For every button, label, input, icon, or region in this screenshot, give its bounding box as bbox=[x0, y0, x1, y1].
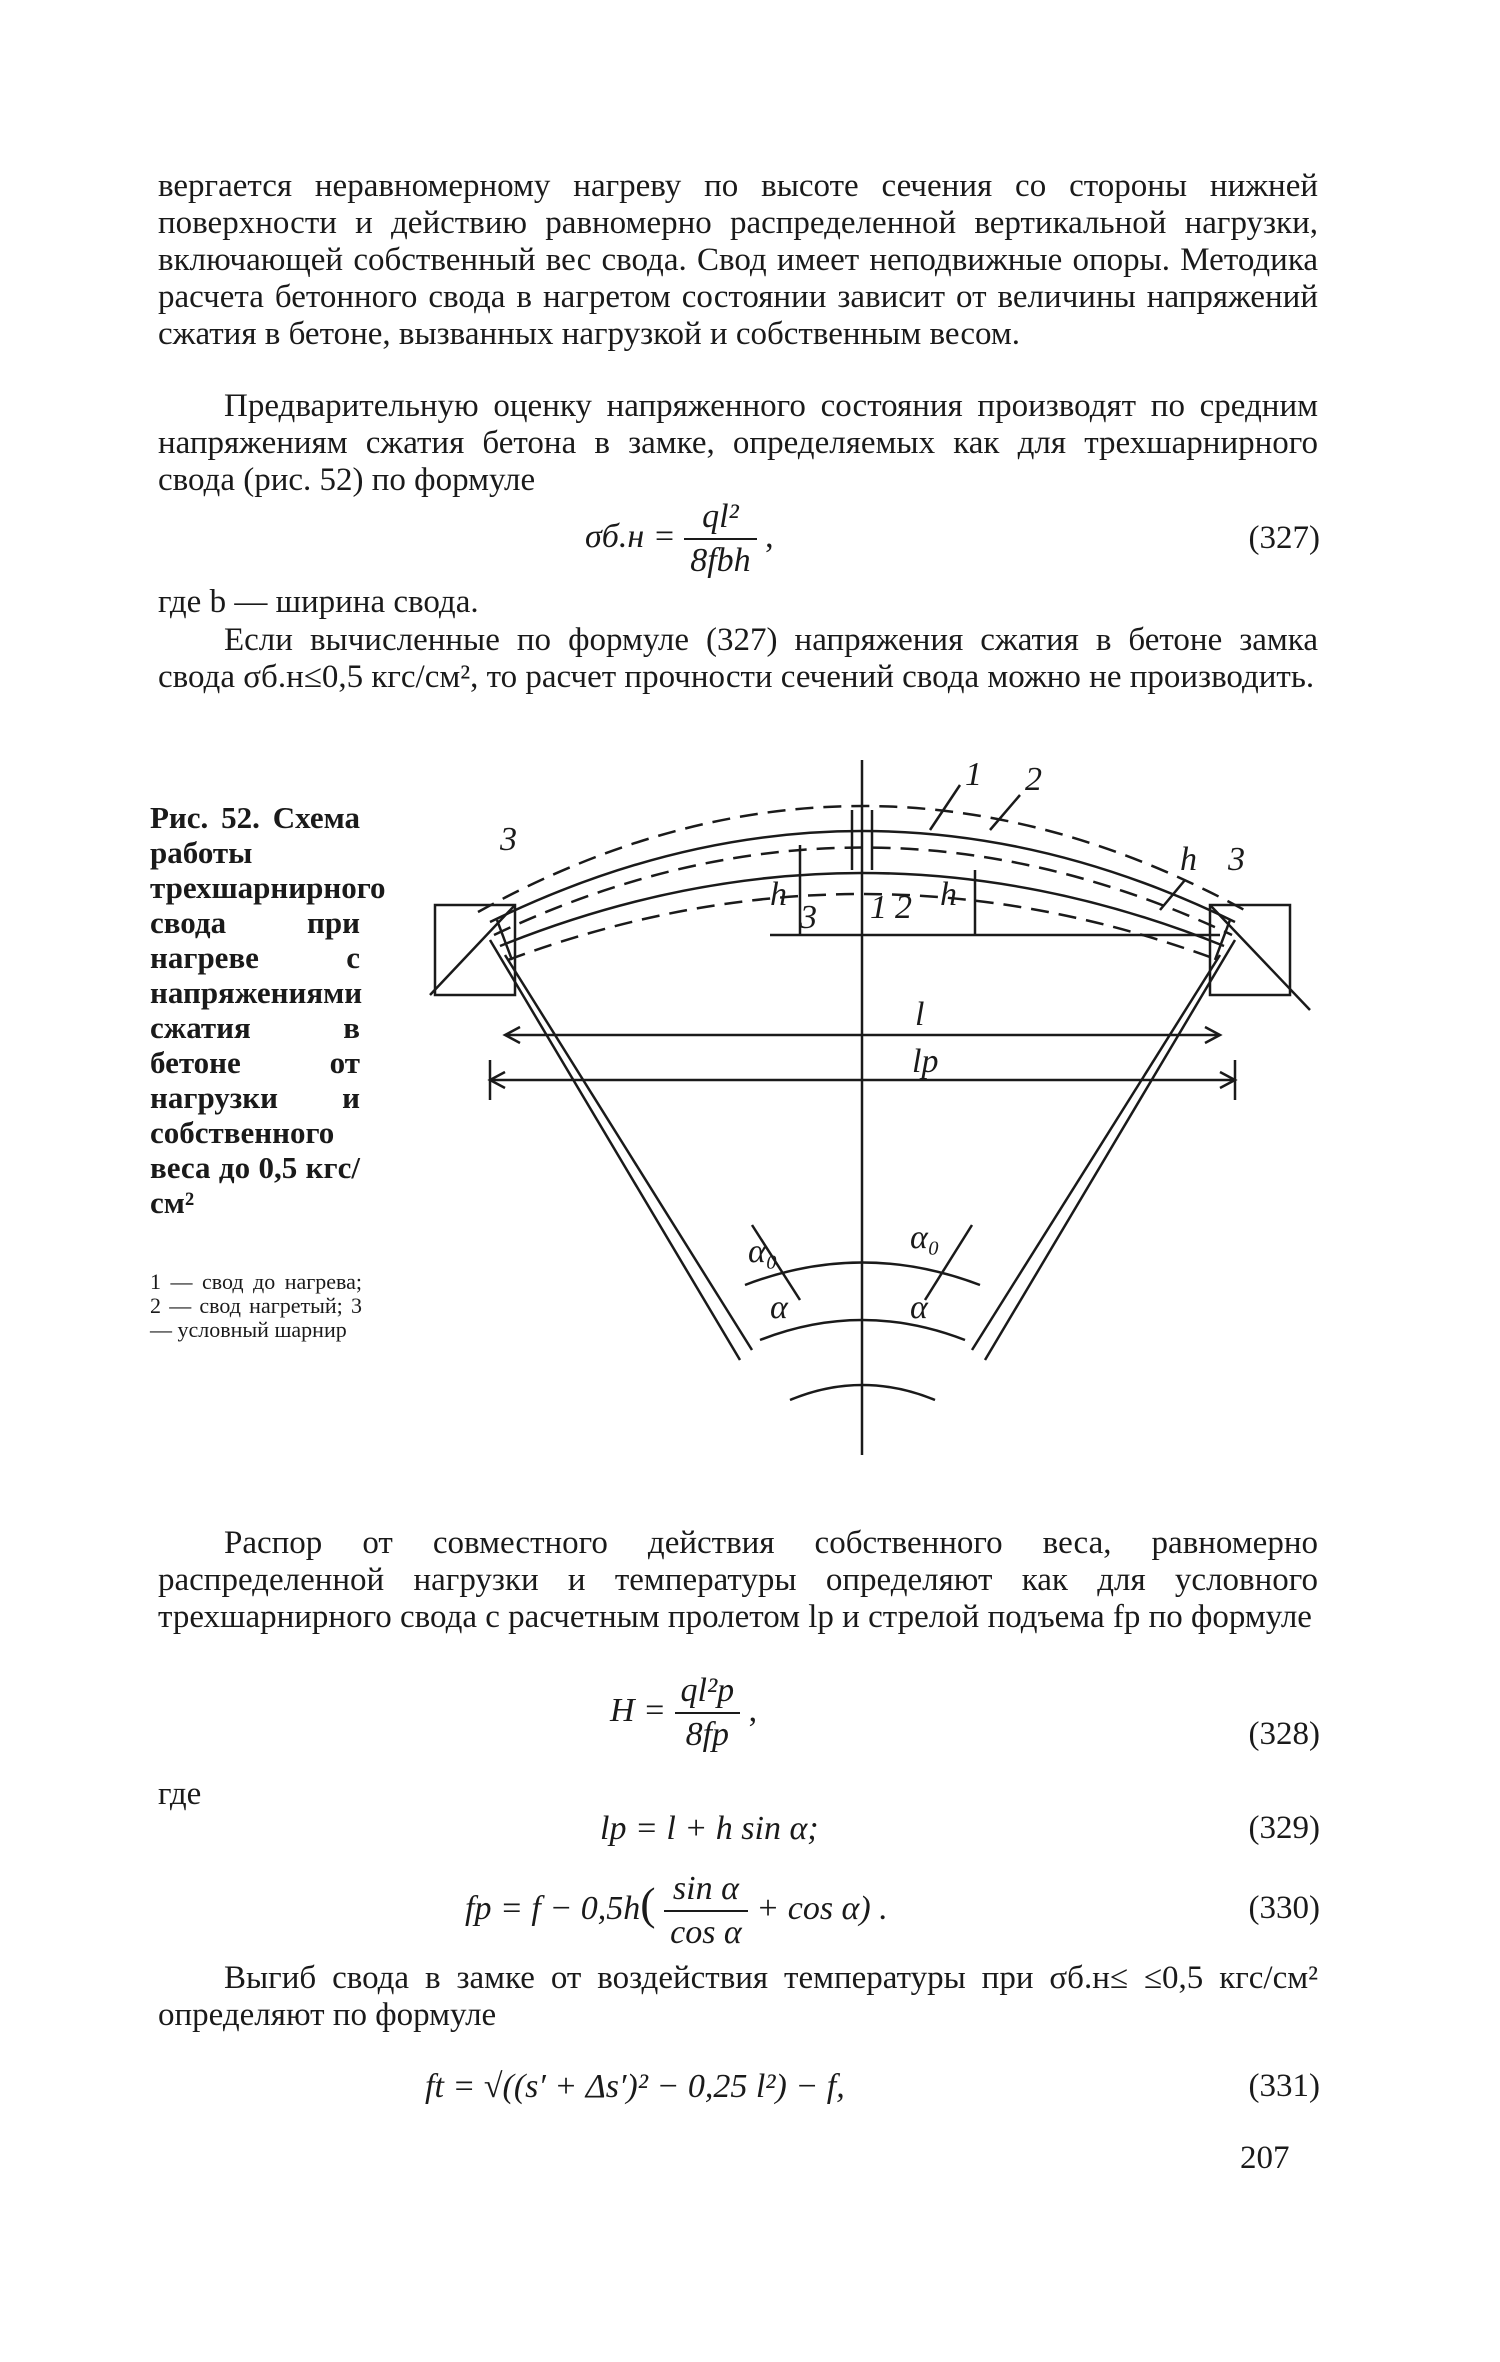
ray-right-1 bbox=[972, 955, 1220, 1350]
equation-328-lhs: H = bbox=[610, 1691, 666, 1729]
label-span-l: l bbox=[915, 996, 925, 1033]
paragraph-2: Предварительную оценку напряженного состояния производят по средним напряжениям сжатия бетона в замке, определяемых как для трехшарнирного свода (рис. 52) по формуле bbox=[158, 388, 1318, 498]
equation-330-denominator: cos α bbox=[670, 1914, 742, 1951]
paragraph-6: где bbox=[158, 1776, 202, 1812]
equation-330-numerator: sin α bbox=[664, 1870, 748, 1912]
paragraph-7: Выгиб свода в замке от воздействия температуры при σб.н≤ ≤0,5 кгс/см² определяют по формуле bbox=[158, 1960, 1318, 2033]
label-mid3: 3 bbox=[800, 899, 817, 936]
page-number: 207 bbox=[1240, 2140, 1290, 2176]
label-mid1: 1 bbox=[870, 889, 887, 926]
label-h-left: h bbox=[770, 876, 787, 913]
equation-330-number: (330) bbox=[1248, 1890, 1320, 1926]
equation-330: fр = f − 0,5h( $\frac{\text{sin α}}{\text{cos α}}$ + cos α) . bbox=[465, 1870, 888, 1951]
figure-caption-legend: 1 — свод до нагрева; 2 — свод нагретый; 3 — условный шарнир bbox=[150, 1269, 362, 1342]
equation-328-numerator: ql²р bbox=[675, 1672, 741, 1714]
label-h-right: h bbox=[1180, 841, 1197, 878]
paragraph-5: Распор от совместного действия собственного веса, равномерно распределенной нагрузки и температуры определяют как для условного трехшарнирного свода с расчетным пролетом lр и стрелой подъема fр по формуле bbox=[158, 1525, 1318, 1635]
label-alpha0-left: α₀ bbox=[748, 1233, 778, 1270]
equation-327-number: (327) bbox=[1248, 520, 1320, 556]
ray-left-2 bbox=[490, 940, 740, 1360]
label-alpha0-right: α₀ bbox=[910, 1219, 940, 1256]
label-alpha-right: α bbox=[910, 1289, 928, 1326]
equation-329-number: (329) bbox=[1248, 1810, 1320, 1846]
paragraph-3: где b — ширина свода. bbox=[158, 584, 479, 620]
equation-327-numerator: ql² bbox=[684, 498, 756, 540]
label-left3: 3 bbox=[500, 821, 517, 858]
paragraph-1: вергается неравномерному нагреву по высоте сечения со стороны нижней поверхности и действию равномерно распределенной вертикальной нагрузки, включающей собственный вес свода. Свод имеет неподвижные опоры. Методика расчета бетонного свода в нагретом состоянии зависит от величины напряжений сжатия в бетоне, вызванных нагрузкой и собственным весом. bbox=[158, 168, 1318, 352]
label-top2: 2 bbox=[1025, 761, 1042, 798]
label-right3: 3 bbox=[1228, 841, 1245, 878]
equation-330-tail: + cos α) . bbox=[756, 1889, 888, 1927]
equation-328 bbox=[610, 1672, 757, 1754]
equation-331-number: (331) bbox=[1248, 2068, 1320, 2104]
equation-328-tail: , bbox=[748, 1691, 758, 1729]
equation-329: lр = l + h sin α; bbox=[600, 1810, 819, 1847]
ray-right-2 bbox=[985, 940, 1235, 1360]
equation-328-fraction bbox=[675, 1672, 741, 1754]
equation-327-lhs: σб.н = bbox=[585, 517, 676, 555]
label-mid2: 2 bbox=[895, 889, 912, 926]
label-h-mid: h bbox=[940, 876, 957, 913]
label-top1: 1 bbox=[965, 756, 982, 793]
equation-331: ft = √((s′ + Δs′)² − 0,25 l²) − f, bbox=[425, 2068, 845, 2105]
equation-328-number: (328) bbox=[1248, 1716, 1320, 1752]
equation-330-fraction bbox=[664, 1870, 748, 1952]
label-span-lp: lр bbox=[912, 1043, 939, 1080]
label-alpha-left: α bbox=[770, 1289, 788, 1326]
paragraph-4: Если вычисленные по формуле (327) напряжения сжатия в бетоне замка свода σб.н≤0,5 кгс/см², то расчет прочности сечений свода можно не производить. bbox=[158, 622, 1318, 695]
equation-330-lhs: fр = f − 0,5h bbox=[465, 1889, 641, 1927]
equation-327-denominator: 8fbh bbox=[690, 542, 751, 579]
equation-327-tail: , bbox=[765, 517, 774, 555]
ray-left-1 bbox=[505, 955, 752, 1350]
figure-caption-title: Рис. 52. Схема работы трехшарнирного свода при нагреве с напряжениями сжатия в бетоне от нагрузки и собственного веса до 0,5 кгс/см² bbox=[150, 800, 386, 1220]
equation-328-denominator: 8fр bbox=[685, 1716, 730, 1753]
